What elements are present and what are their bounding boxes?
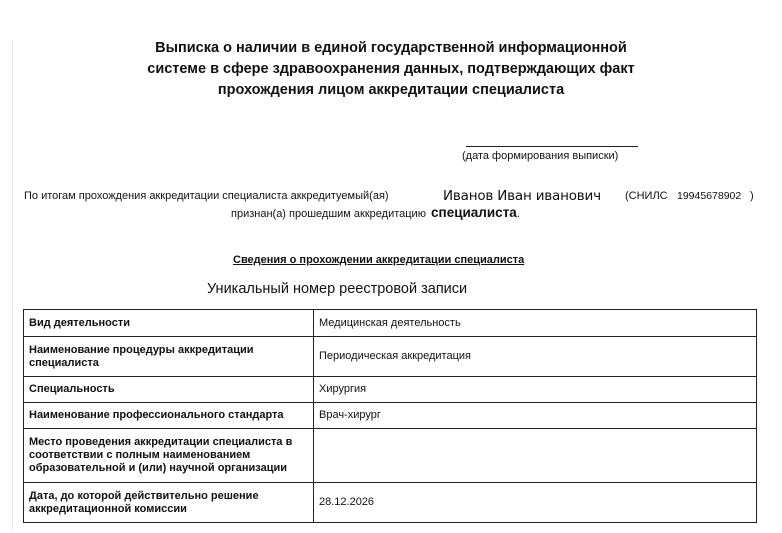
title-line: системе в сфере здравоохранения данных, подтверждающих факт [147,61,635,77]
result-line [24,188,754,204]
snils-close: ) [750,190,754,202]
table-row [24,310,757,337]
section-heading: Сведения о прохождении аккредитации специалиста [233,254,525,266]
row-value [314,429,757,483]
recognized-text: признан(а) прошедшим аккредитацию [231,208,426,220]
table-row [24,429,757,483]
title-line: Выписка о наличии в единой государственной информационной [155,40,627,56]
result-prefix: По итогам прохождения аккредитации специалиста аккредитуемый(ая) [24,190,389,202]
row-value: 28.12.2026 [314,483,757,523]
snils-number: 19945678902 [677,190,742,202]
recognized-as: специалиста [431,205,517,220]
row-value: Периодическая аккредитация [314,337,757,377]
row-label: Место проведения аккредитации специалиста в соответствии с полным наименованием образовательной и (или) научной организации [24,429,314,483]
registry-label: Уникальный номер реестровой записи [207,281,468,297]
recognized-line [231,205,520,220]
table-row [24,337,757,377]
row-label: Специальность [24,377,314,403]
row-label: Наименование профессионального стандарта [24,403,314,429]
table-row [24,483,757,523]
table-row [24,377,757,403]
page-margin-line [12,40,13,530]
date-signature-line [466,146,638,147]
date-caption: (дата формирования выписки) [462,150,619,162]
row-value: Хирургия [314,377,757,403]
row-label: Вид деятельности [24,310,314,337]
title-line: прохождения лицом аккредитации специалиста [217,82,565,98]
person-name: Иванов Иван иванович [443,188,601,204]
document-title [0,38,782,101]
table-row [24,403,757,429]
snils-label: (СНИЛС [625,190,668,202]
row-label: Дата, до которой действительно решение аккредитационной комиссии [24,483,314,523]
recognized-end: . [516,208,520,220]
row-value: Медицинская деятельность [314,310,757,337]
accreditation-table [23,309,757,523]
row-value: Врач-хирург [314,403,757,429]
row-label: Наименование процедуры аккредитации специалиста [24,337,314,377]
